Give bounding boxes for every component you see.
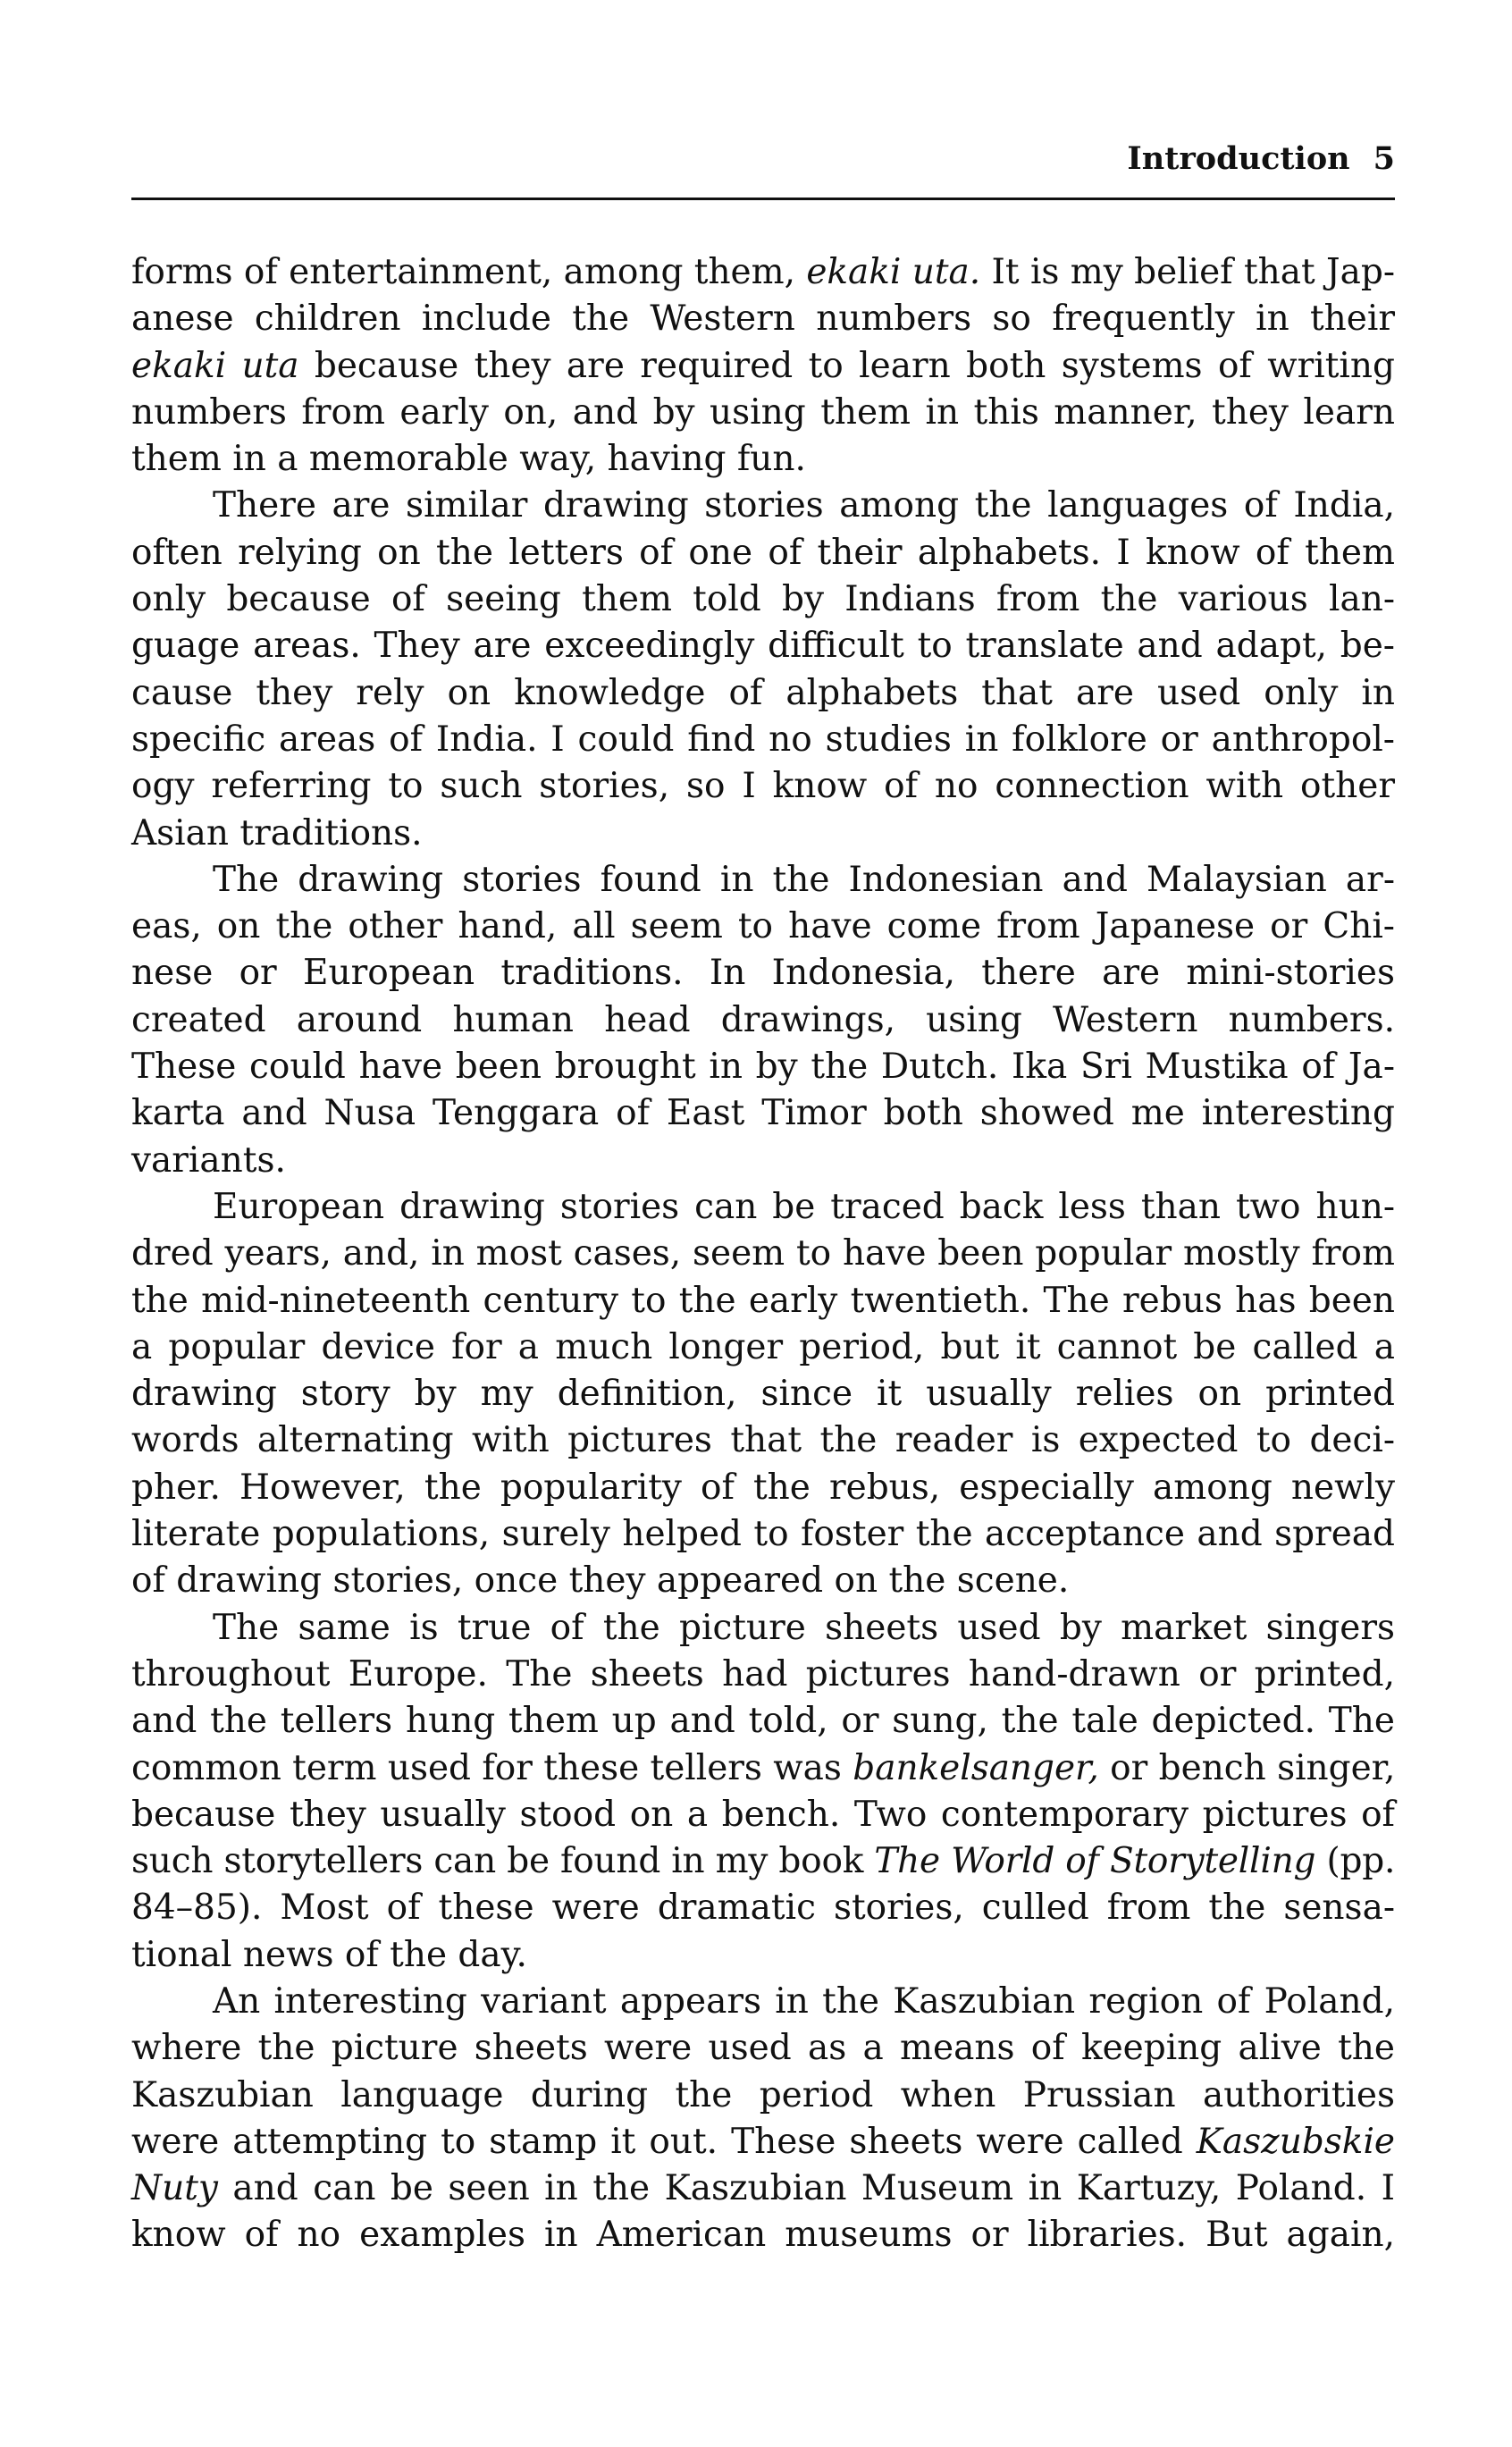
text-line: karta and Nusa Tenggara of East Timor both showed me interesting <box>131 1093 1395 1134</box>
text-line: and the tellers hung them up and told, or sung, the tale depicted. The <box>131 1701 1395 1742</box>
text-line: know of no examples in American museums or libraries. But again, <box>131 2215 1395 2256</box>
text-line: An interesting variant appears in the Kaszubian region of Poland, <box>213 1980 1395 2022</box>
text-line: where the picture sheets were used as a means of keeping alive the <box>131 2028 1395 2069</box>
text-line: often relying on the letters of one of their alphabets. I know of them <box>131 532 1395 573</box>
text-line: common term used for these tellers was bankelsanger, or bench singer, <box>131 1747 1396 1788</box>
paragraph <box>131 1979 1395 2259</box>
italic-term: bankelsanger, <box>853 1747 1099 1788</box>
text-line: The drawing stories found in the Indonesian and Malaysian ar- <box>213 859 1395 900</box>
text-line: variants. <box>131 1139 286 1181</box>
text-line: pher. However, the popularity of the rebus, especially among newly <box>131 1467 1395 1508</box>
text-line: The same is true of the picture sheets used by market singers <box>213 1607 1395 1648</box>
text-line: were attempting to stamp it out. These sheets were called Kaszubskie <box>131 2121 1395 2162</box>
text-line: the mid-nineteenth century to the early twentieth. The rebus has been <box>131 1280 1395 1321</box>
text-line: These could have been brought in by the Dutch. Ika Sri Mustika of Ja- <box>131 1047 1395 1088</box>
text-line: dred years, and, in most cases, seem to have been popular mostly from <box>131 1233 1395 1274</box>
text-line: specific areas of India. I could find no studies in folklore or anthropol- <box>131 719 1395 760</box>
text-line: eas, on the other hand, all seem to have come from Japanese or Chi- <box>131 906 1395 947</box>
text-line: guage areas. They are exceedingly difficult to translate and adapt, be- <box>131 626 1395 667</box>
italic-term: The World of Storytelling <box>874 1841 1316 1882</box>
paragraph <box>131 1184 1395 1605</box>
italic-term: Kaszubskie <box>1196 2121 1395 2162</box>
text-line: created around human head drawings, using Western numbers. <box>131 999 1395 1040</box>
text-line: words alternating with pictures that the reader is expected to deci- <box>131 1420 1395 1461</box>
chapter-title: Introduction <box>1127 140 1350 177</box>
text-line: Asian traditions. <box>131 812 423 854</box>
text-line: cause they rely on knowledge of alphabets that are used only in <box>131 672 1395 713</box>
text-line: Kaszubian language during the period when Prussian authorities <box>131 2074 1395 2115</box>
text-line: anese children include the Western numbers so frequently in their <box>131 299 1395 340</box>
text-line: nese or European traditions. In Indonesia, there are mini-stories <box>131 953 1395 994</box>
text-line: ogy referring to such stories, so I know of no connection with other <box>131 766 1395 807</box>
paragraph <box>131 857 1395 1184</box>
text-line: drawing story by my definition, since it usually relies on printed <box>131 1374 1395 1415</box>
paragraph <box>131 1605 1395 1979</box>
text-line: of drawing stories, once they appeared on the scene. <box>131 1560 1070 1602</box>
running-head <box>131 139 1395 179</box>
text-line: tional news of the day. <box>131 1934 527 1975</box>
paragraph <box>131 249 1395 483</box>
text-line: a popular device for a much longer period, but it cannot be called a <box>131 1326 1395 1367</box>
text-line: ekaki uta because they are required to learn both systems of writing <box>131 345 1395 386</box>
text-line: forms of entertainment, among them, ekaki uta. It is my belief that Jap- <box>131 252 1395 292</box>
paragraph <box>131 483 1395 856</box>
text-line: such storytellers can be found in my book The World of Storytelling (pp. <box>131 1841 1396 1882</box>
text-line: European drawing stories can be traced back less than two hun- <box>213 1186 1395 1227</box>
text-line: Nuty and can be seen in the Kaszubian Museum in Kartuzy, Poland. I <box>131 2168 1395 2209</box>
text-line: There are similar drawing stories among the languages of India, <box>213 485 1395 526</box>
header-rule <box>131 198 1395 200</box>
page-number: 5 <box>1373 140 1395 177</box>
text-line: only because of seeing them told by Indians from the various lan- <box>131 579 1395 620</box>
text-line: 84–85). Most of these were dramatic stories, culled from the sensa- <box>131 1888 1395 1929</box>
italic-term: Nuty <box>131 2168 218 2209</box>
text-line: throughout Europe. The sheets had pictures hand-drawn or printed, <box>131 1653 1395 1694</box>
text-line: numbers from early on, and by using them in this manner, they learn <box>131 391 1395 433</box>
text-line: them in a memorable way, having fun. <box>131 439 806 480</box>
italic-term: ekaki uta <box>131 345 299 386</box>
body-text <box>131 249 1395 2259</box>
text-line: literate populations, surely helped to foster the acceptance and spread <box>131 1514 1395 1555</box>
text-line: because they usually stood on a bench. Two contemporary pictures of <box>131 1794 1395 1835</box>
italic-term: ekaki uta. <box>806 252 981 292</box>
